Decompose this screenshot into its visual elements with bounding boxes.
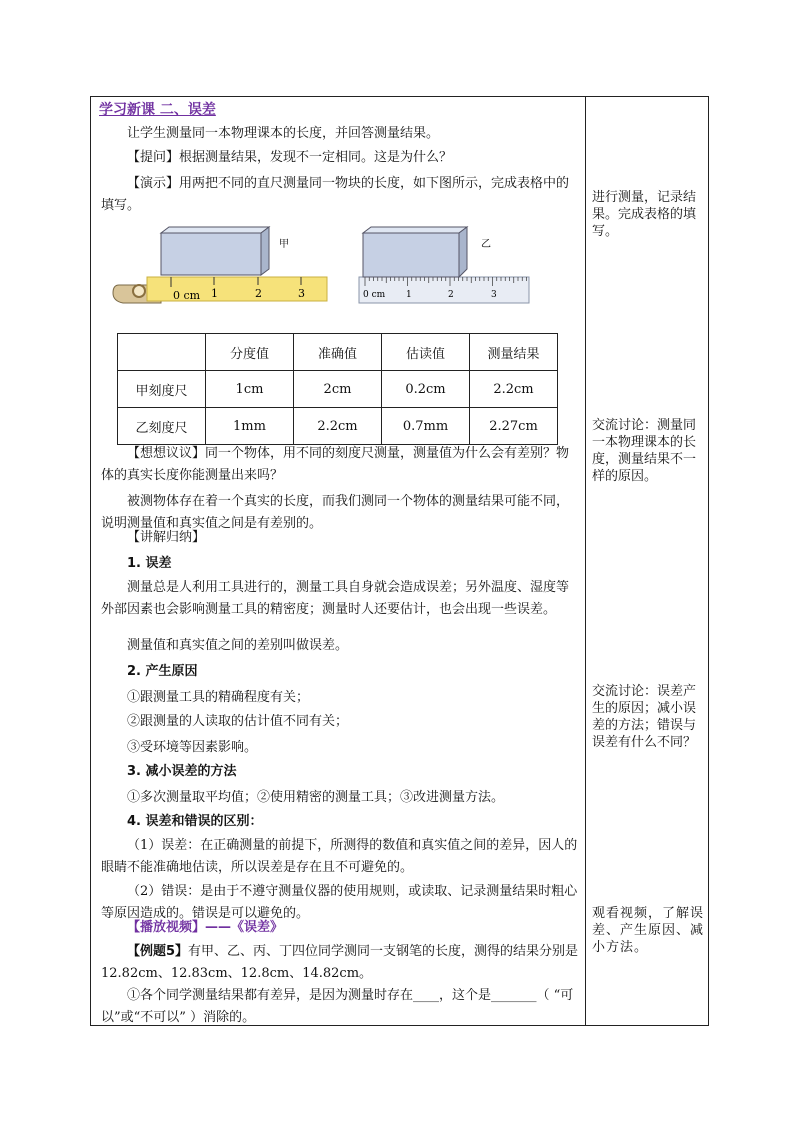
label-yi: 乙 (481, 239, 491, 250)
table-cell: 2.27cm (470, 408, 558, 445)
example-text: 有甲、乙、丙、丁四位同学测同一支钢笔的长度，测得的结果分别是 12.82cm、12.83cm、12.8cm、14.82cm。 (101, 944, 579, 981)
section-2-title: 2. 产生原因 (127, 664, 198, 679)
table-cell: 1cm (206, 371, 294, 408)
section-2-item: ③受环境等因素影响。 (127, 740, 258, 755)
table-header-cell (118, 334, 206, 371)
example-tag: 【例题5】 (127, 944, 189, 959)
table-header-cell: 估读值 (382, 334, 470, 371)
ruler-yi-tick-1: 1 (406, 290, 412, 300)
example-paragraph (101, 941, 579, 985)
video-line: 【播放视频】——《误差》 (127, 920, 284, 935)
section-4-para-2: （2）错误：是由于不遵守测量仪器的使用规则，或读取、记录测量结果时粗心等原因造成的。错误是可以避免的。 (101, 884, 578, 921)
section-heading: 学习新课 二、误差 (99, 102, 216, 118)
side-column (586, 97, 710, 1025)
ruler-figure (111, 225, 541, 305)
ruler-yi (359, 277, 529, 303)
block-yi (363, 227, 467, 277)
summary-tag: 【讲解归纳】 (127, 530, 206, 545)
table-cell: 甲刻度尺 (118, 371, 206, 408)
side-note-2: 交流讨论：测量同一本物理课本的长度，测量结果不一样的原因。 (592, 418, 697, 484)
ruler-yi-tick-3: 3 (491, 290, 497, 300)
ruler-jia-tick-0: 0 cm (173, 289, 201, 302)
explain-text: 被测物体存在着一个真实的长度，而我们测同一个物体的测量结果可能不同，说明测量值和真实值之间是有差别的。 (101, 494, 570, 531)
table-cell: 2.2cm (294, 408, 382, 445)
label-jia: 甲 (279, 239, 289, 250)
table-header-cell: 测量结果 (470, 334, 558, 371)
measurement-table (117, 333, 558, 445)
intro-text: 让学生测量同一本物理课本的长度，并回答测量结果。 (127, 126, 440, 141)
section-2-item: ①跟测量工具的精确程度有关； (127, 690, 310, 705)
ruler-jia-tick-1: 1 (211, 287, 218, 300)
demo-text: 【演示】用两把不同的直尺测量同一物块的长度，如下图所示，完成表格中的填写。 (101, 176, 570, 213)
table-row (118, 408, 558, 445)
block-jia (161, 227, 269, 275)
main-column (91, 97, 585, 1025)
section-2-item: ②跟测量的人读取的估计值不同有关； (127, 714, 349, 729)
example-question-1: ①各个同学测量结果都有差异，是因为测量时存在____，这个是_______（ “可以”或“不可以” ）消除的。 (101, 988, 574, 1025)
section-4-title: 4. 误差和错误的区别： (127, 814, 263, 829)
question-text: 【提问】根据测量结果，发现不一定相同。这是为什么？ (127, 150, 453, 165)
section-3-text: ①多次测量取平均值；②使用精密的测量工具；③改进测量方法。 (127, 790, 505, 805)
section-1-para-2: 测量值和真实值之间的差别叫做误差。 (127, 638, 349, 653)
side-note-1: 进行测量，记录结果。完成表格的填写。 (592, 190, 697, 239)
ruler-jia-tick-2: 2 (255, 287, 262, 300)
side-note-4: 观看视频，了解误差、产生原因、减小方法。 (592, 906, 705, 955)
ruler-yi-tick-0: 0 cm (363, 290, 386, 300)
section-1-para-1: 测量总是人利用工具进行的，测量工具自身就会造成误差；另外温度、湿度等外部因素也会影响测量工具的精密度；测量时人还要估计，也会出现一些误差。 (101, 580, 570, 617)
table-header-cell: 准确值 (294, 334, 382, 371)
table-cell: 0.2cm (382, 371, 470, 408)
lesson-table (90, 96, 709, 1026)
section-4-para-1: （1）误差：在正确测量的前提下，所测得的数值和真实值之间的差异，因人的眼睛不能准确地估读，所以误差是存在且不可避免的。 (101, 838, 578, 875)
table-row (118, 371, 558, 408)
think-text: 【想想议议】同一个物体，用不同的刻度尺测量，测量值为什么会有差别？物体的真实长度你能测量出来吗？ (101, 446, 570, 483)
table-cell: 2cm (294, 371, 382, 408)
table-cell: 2.2cm (470, 371, 558, 408)
table-cell: 0.7mm (382, 408, 470, 445)
section-3-title: 3. 减小误差的方法 (127, 764, 237, 779)
table-header-row (118, 334, 558, 371)
section-1-title: 1. 误差 (127, 556, 172, 571)
table-header-cell: 分度值 (206, 334, 294, 371)
ruler-jia-tick-3: 3 (298, 287, 305, 300)
side-note-3: 交流讨论：误差产生的原因；减小误差的方法；错误与误差有什么不同？ (592, 684, 697, 750)
table-cell: 乙刻度尺 (118, 408, 206, 445)
table-cell: 1mm (206, 408, 294, 445)
ruler-yi-tick-2: 2 (448, 290, 454, 300)
ruler-jia (113, 277, 327, 303)
